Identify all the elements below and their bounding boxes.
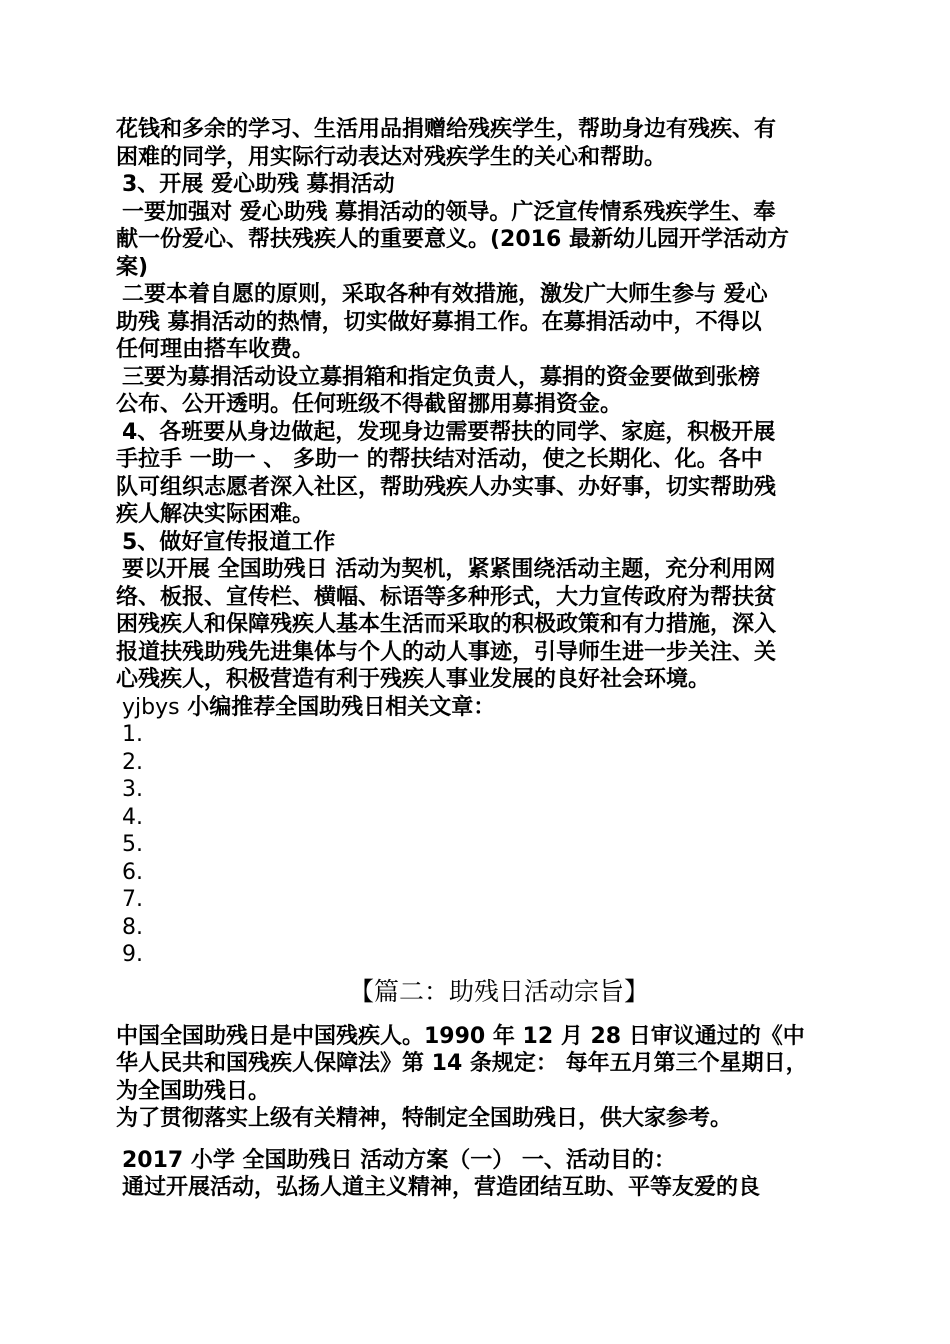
text-line: 公布、公开透明。任何班级不得截留挪用募捐资金。 [116,392,623,417]
text-line: 疾人解决实际困难。 [116,502,315,527]
text-line: 助残 募捐活动的热情，切实做好募捐工作。在募捐活动中，不得以 [116,309,762,335]
text-line: 络、板报、宣传栏、横幅、标语等多种形式，大力宣传政府为帮扶贫 [116,584,777,610]
text-line: 手拉手 一助一 、 多助一 的帮扶结对活动，使之长期化、化。各中 [116,447,763,472]
activity-plan [116,1147,842,1202]
text-line: 报道扶残助残先进集体与个人的动人事迹，引导师生进一步关注、关 [116,639,777,665]
related-article-item: 8. [122,914,143,940]
text-line: 5、做好宣传报道工作 [122,529,336,555]
section-two-heading: 【篇二：助残日活动宗旨】 [348,976,649,1006]
text-line: 三要为募捐活动设立募捐箱和指定负责人，募捐的资金要做到张榜 [122,364,761,390]
section-two [116,1023,842,1133]
text-line: 4、各班要从身边做起，发现身边需要帮扶的同学、家庭，积极开展 [122,419,776,445]
plan-line: 2017 小学 全国助残日 活动方案（一） 一、活动目的： [122,1147,676,1173]
text-line: 困难的同学，用实际行动表达对残疾学生的关心和帮助。 [116,144,667,170]
text-line: 困残疾人和保障残疾人基本生活而采取的积极政策和有力措施，深入 [116,612,777,637]
text-line: 要以开展 全国助残日 活动为契机，紧紧围绕活动主题，充分利用网 [122,557,776,582]
text-line: 一要加强对 爱心助残 募捐活动的领导。广泛宣传情系残疾学生、奉 [122,199,776,225]
plan-line: 通过开展活动，弘扬人道主义精神，营造团结互助、平等友爱的良 [122,1175,761,1200]
related-article-item: 1. [122,722,143,747]
text-line: 为了贯彻落实上级有关精神，特制定全国助残日，供大家参考。 [116,1106,733,1131]
text-line: 3、开展 爱心助残 募捐活动 [122,172,395,197]
text-line: 献一份爱心、帮扶残疾人的重要意义。(2016 最新幼儿园开学活动方 [116,227,789,252]
text-line: 队可组织志愿者深入社区，帮助残疾人办实事、办好事，切实帮助残 [116,474,777,500]
text-line: 案) [116,254,149,280]
text-line: 二要本着自愿的原则，采取各种有效措施，激发广大师生参与 爱心 [122,282,768,307]
related-article-item: 3. [122,777,143,802]
related-articles-title: yjbys 小编推荐全国助残日相关文章： [122,694,496,720]
text-line: 为全国助残日。 [116,1078,271,1104]
section-one [116,116,842,694]
related-article-item: 5. [122,832,143,857]
related-article-item: 7. [122,887,143,912]
related-articles-list [116,721,842,969]
text-line: 心残疾人，积极营造有利于残疾人事业发展的良好社会环境。 [116,667,711,692]
text-line: 华人民共和国残疾人保障法》第 14 条规定： 每年五月第三个星期日， [116,1051,808,1076]
related-article-item: 6. [122,859,143,885]
text-line: 中国全国助残日是中国残疾人。1990 年 12 月 28 日审议通过的《中 [116,1023,805,1049]
related-article-item: 2. [122,749,143,775]
related-article-item: 4. [122,804,143,830]
related-article-item: 9. [122,942,143,967]
text-line: 任何理由搭车收费。 [116,337,315,362]
document-page [116,116,842,1202]
text-line: 花钱和多余的学习、生活用品捐赠给残疾学生，帮助身边有残疾、有 [116,117,777,142]
